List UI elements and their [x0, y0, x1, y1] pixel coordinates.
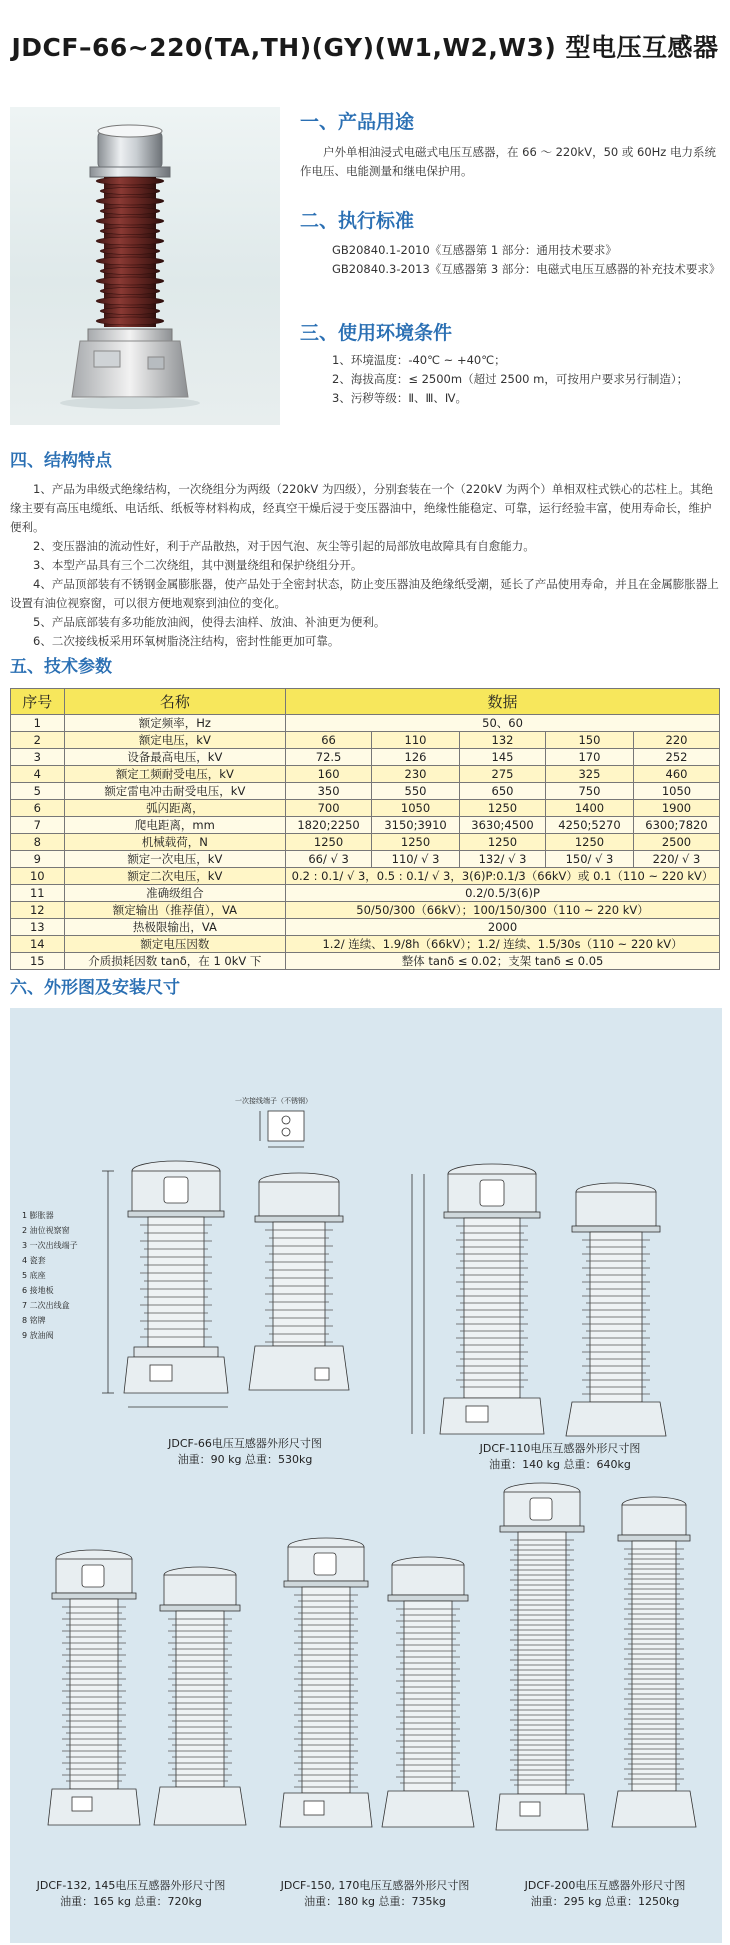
- cell-name: 额定输出（推荐值），VA: [64, 902, 285, 919]
- legend-item: 2 油位视察窗: [22, 1226, 70, 1235]
- table-row: [11, 953, 720, 970]
- standard-item: GB20840.3-2013《互感器第 3 部分：电磁式电压互感器的补充技术要求》: [332, 262, 721, 276]
- col-header-no: 序号: [11, 689, 65, 715]
- section-standards-list: [332, 241, 727, 279]
- caption-jdcf-110: [430, 1441, 690, 1473]
- cell-no: 7: [11, 817, 65, 834]
- environment-item: 2、海拔高度：≤ 2500m（超过 2500 m，可按用户要求另行制造）；: [332, 372, 689, 386]
- cell-no: 9: [11, 851, 65, 868]
- structure-paragraph: 4、产品顶部装有不锈钢金属膨胀器，使产品处于全密封状态，防止变压器油及绝缘纸受潮，延长了产品使用寿命，并且在金属膨胀器上设置有油位视察窗，可以很方便地观察到油位的变化。: [10, 577, 719, 610]
- page-title: JDCF–66~220(TA,TH)(GY)(W1,W2,W3) 型电压互感器: [11, 33, 719, 62]
- cell-value: 1250: [545, 834, 633, 851]
- cell-value: 2500: [633, 834, 719, 851]
- col-header-data: 数据: [286, 689, 720, 715]
- section-drawings-heading: 六、外形图及安装尺寸: [10, 978, 180, 998]
- caption-jdcf-132-145: [16, 1878, 246, 1910]
- legend-item: 8 铭牌: [22, 1316, 46, 1325]
- cell-value: 72.5: [286, 749, 372, 766]
- cell-name: 热极限输出，VA: [64, 919, 285, 936]
- cell-no: 13: [11, 919, 65, 936]
- cell-value: 4250;5270: [545, 817, 633, 834]
- standard-item: GB20840.1-2010《互感器第 1 部分：通用技术要求》: [332, 243, 617, 257]
- structure-paragraph: 2、变压器油的流动性好，利于产品散热，对于因气泡、灰尘等引起的局部放电故障具有自愈能力。: [33, 539, 535, 553]
- table-row: [11, 936, 720, 953]
- cell-value: 650: [460, 783, 546, 800]
- cell-name: 额定二次电压，kV: [64, 868, 285, 885]
- cell-value: 150: [545, 732, 633, 749]
- cell-name: 介质损耗因数 tanδ，在 1 0kV 下: [64, 953, 285, 970]
- cell-value: 132/ √ 3: [460, 851, 546, 868]
- cell-value: 1050: [372, 800, 460, 817]
- cell-name: 额定一次电压，kV: [64, 851, 285, 868]
- legend-item: 6 接地板: [22, 1286, 54, 1295]
- col-header-name: 名称: [64, 689, 285, 715]
- legend-item: 7 二次出线盒: [22, 1301, 70, 1310]
- caption-jdcf-66: [120, 1436, 370, 1468]
- cell-value: 66: [286, 732, 372, 749]
- structure-paragraph: 3、本型产品具有三个二次绕组，其中测量绕组和保护绕组分开。: [33, 558, 363, 572]
- cell-value: 1900: [633, 800, 719, 817]
- section-structure-heading: 四、结构特点: [10, 451, 112, 471]
- cell-value: 1400: [545, 800, 633, 817]
- cell-value: 126: [372, 749, 460, 766]
- cell-no: 10: [11, 868, 65, 885]
- caption-weight: 油重：90 kg 总重：530kg: [177, 1453, 313, 1466]
- cell-value: 6300;7820: [633, 817, 719, 834]
- cell-value: 750: [545, 783, 633, 800]
- cell-no: 12: [11, 902, 65, 919]
- cell-value: 1050: [633, 783, 719, 800]
- drawing-jdcf-66: [102, 1161, 228, 1407]
- voltage-transformer-image: [10, 107, 280, 425]
- table-row: [11, 800, 720, 817]
- cell-value: 3630;4500: [460, 817, 546, 834]
- table-header-row: [11, 689, 720, 715]
- tech-params-table: [10, 688, 720, 970]
- cell-no: 15: [11, 953, 65, 970]
- cell-name: 额定雷电冲击耐受电压，kV: [64, 783, 285, 800]
- caption-weight: 油重：180 kg 总重：735kg: [304, 1895, 446, 1908]
- legend-item: 5 底座: [22, 1271, 46, 1280]
- cell-value: 325: [545, 766, 633, 783]
- table-row: [11, 868, 720, 885]
- cell-value: 160: [286, 766, 372, 783]
- caption-title: JDCF-132, 145电压互感器外形尺寸图: [36, 1879, 226, 1892]
- legend-item: 4 瓷套: [22, 1256, 46, 1265]
- cell-name: 额定电压，kV: [64, 732, 285, 749]
- cell-no: 8: [11, 834, 65, 851]
- cell-name: 准确级组合: [64, 885, 285, 902]
- table-row: [11, 766, 720, 783]
- product-photo: [10, 107, 280, 425]
- table-row: [11, 715, 720, 732]
- structure-paragraph: 5、产品底部装有多功能放油阀，使得去油样、放油、补油更为便利。: [33, 615, 386, 629]
- cell-value: 1250: [286, 834, 372, 851]
- cell-value: 1250: [460, 800, 546, 817]
- caption-title: JDCF-200电压互感器外形尺寸图: [524, 1879, 686, 1892]
- drawing-jdcf-110-side: [566, 1183, 666, 1436]
- cell-value: 132: [460, 732, 546, 749]
- cell-value: 0.2/0.5/3(6)P: [286, 885, 720, 902]
- table-row: [11, 783, 720, 800]
- table-row: [11, 919, 720, 936]
- section-structure-text: [10, 480, 722, 651]
- cell-value: 50/50/300（66kV）；100/150/300（110 ~ 220 kV）: [286, 902, 720, 919]
- legend-item: 9 放油阀: [22, 1331, 54, 1340]
- cell-value: 230: [372, 766, 460, 783]
- table-row: [11, 834, 720, 851]
- cell-name: 弧闪距离，: [64, 800, 285, 817]
- cell-no: 1: [11, 715, 65, 732]
- cell-value: 66/ √ 3: [286, 851, 372, 868]
- cell-value: 220: [633, 732, 719, 749]
- cell-name: 额定电压因数: [64, 936, 285, 953]
- cell-no: 5: [11, 783, 65, 800]
- caption-weight: 油重：295 kg 总重：1250kg: [530, 1895, 680, 1908]
- caption-title: JDCF-150, 170电压互感器外形尺寸图: [280, 1879, 470, 1892]
- cell-value: 3150;3910: [372, 817, 460, 834]
- drawing-jdcf-132-145-side: [154, 1567, 246, 1825]
- caption-jdcf-150-170: [265, 1878, 485, 1910]
- legend-item: 3 一次出线端子: [22, 1241, 78, 1250]
- table-row: [11, 902, 720, 919]
- cell-value: 50、60: [286, 715, 720, 732]
- drawing-jdcf-150-170-side: [382, 1557, 474, 1827]
- cell-value: 1250: [460, 834, 546, 851]
- outline-drawings: [10, 1008, 722, 1943]
- cell-value: 2000: [286, 919, 720, 936]
- environment-item: 3、污秽等级：Ⅱ、Ⅲ、Ⅳ。: [332, 391, 468, 405]
- caption-weight: 油重：140 kg 总重：640kg: [489, 1458, 631, 1471]
- drawing-jdcf-132-145: [48, 1550, 140, 1825]
- environment-item: 1、环境温度：-40℃ ~ +40℃；: [332, 353, 506, 367]
- cell-name: 爬电距离，mm: [64, 817, 285, 834]
- cell-value: 145: [460, 749, 546, 766]
- cell-value: 整体 tanδ ≤ 0.02；支架 tanδ ≤ 0.05: [286, 953, 720, 970]
- caption-title: JDCF-110电压互感器外形尺寸图: [479, 1442, 641, 1455]
- cell-value: 275: [460, 766, 546, 783]
- section-usage-heading: 一、产品用途: [300, 111, 415, 133]
- cell-no: 11: [11, 885, 65, 902]
- section-environment-list: [332, 351, 727, 408]
- cell-name: 额定频率，Hz: [64, 715, 285, 732]
- drawing-jdcf-200-side: [612, 1497, 696, 1827]
- cell-value: 1250: [372, 834, 460, 851]
- drawing-jdcf-150-170: [280, 1538, 372, 1827]
- cell-value: 170: [545, 749, 633, 766]
- cell-value: 550: [372, 783, 460, 800]
- cell-name: 设备最高电压，kV: [64, 749, 285, 766]
- structure-paragraph: 1、产品为串级式绝缘结构，一次绕组分为两级（220kV 为四级），分别套装在一个（220kV 为两个）单相双柱式铁心的芯柱上。其绝缘主要有高压电缆纸、电话纸、纸板等材料构成，经真空干燥后浸于变压器油中，绝缘性能稳定、可靠，运行经验丰富，使用寿命长，维护便利。: [10, 482, 713, 534]
- cell-name: 额定工频耐受电压，kV: [64, 766, 285, 783]
- cell-value: 460: [633, 766, 719, 783]
- cell-value: 110: [372, 732, 460, 749]
- cell-value: 0.2 : 0.1/ √ 3，0.5 : 0.1/ √ 3，3(6)P:0.1/3（66kV）或 0.1（110 ~ 220 kV）: [286, 868, 720, 885]
- drawing-jdcf-110: [412, 1164, 544, 1434]
- cell-no: 3: [11, 749, 65, 766]
- cell-no: 4: [11, 766, 65, 783]
- cell-no: 14: [11, 936, 65, 953]
- caption-title: JDCF-66电压互感器外形尺寸图: [168, 1437, 322, 1450]
- table-row: [11, 749, 720, 766]
- terminal-detail-label: 一次接线端子（不锈钢）: [235, 1097, 312, 1105]
- cell-value: 252: [633, 749, 719, 766]
- cell-value: 1820;2250: [286, 817, 372, 834]
- cell-value: 350: [286, 783, 372, 800]
- table-row: [11, 851, 720, 868]
- section-environment-heading: 三、使用环境条件: [300, 322, 453, 344]
- section-standards-heading: 二、执行标准: [300, 210, 415, 232]
- section-params-heading: 五、技术参数: [10, 657, 112, 677]
- cell-value: 150/ √ 3: [545, 851, 633, 868]
- drawing-jdcf-66-side: [249, 1173, 349, 1390]
- cell-no: 2: [11, 732, 65, 749]
- drawing-jdcf-200: [496, 1483, 588, 1830]
- section-usage-text: 户外单相油浸式电磁式电压互感器，在 66 ～ 220kV，50 或 60Hz 电力系统作电压、电能测量和继电保护用。: [300, 145, 716, 178]
- cell-no: 6: [11, 800, 65, 817]
- cell-value: 110/ √ 3: [372, 851, 460, 868]
- terminal-detail: [260, 1111, 304, 1147]
- table-row: [11, 885, 720, 902]
- structure-paragraph: 6、二次接线板采用环氧树脂浇注结构，密封性能更加可靠。: [33, 634, 340, 648]
- caption-jdcf-200: [495, 1878, 715, 1910]
- dimension-drawings-panel: [10, 1008, 722, 1943]
- parts-legend: [22, 1208, 78, 1343]
- table-row: [11, 732, 720, 749]
- cell-value: 700: [286, 800, 372, 817]
- cell-name: 机械载荷，N: [64, 834, 285, 851]
- legend-item: 1 膨胀器: [22, 1211, 54, 1220]
- caption-weight: 油重：165 kg 总重：720kg: [60, 1895, 202, 1908]
- table-row: [11, 817, 720, 834]
- cell-value: 220/ √ 3: [633, 851, 719, 868]
- cell-value: 1.2/ 连续、1.9/8h（66kV）；1.2/ 连续、1.5/30s（110 ~ 220 kV）: [286, 936, 720, 953]
